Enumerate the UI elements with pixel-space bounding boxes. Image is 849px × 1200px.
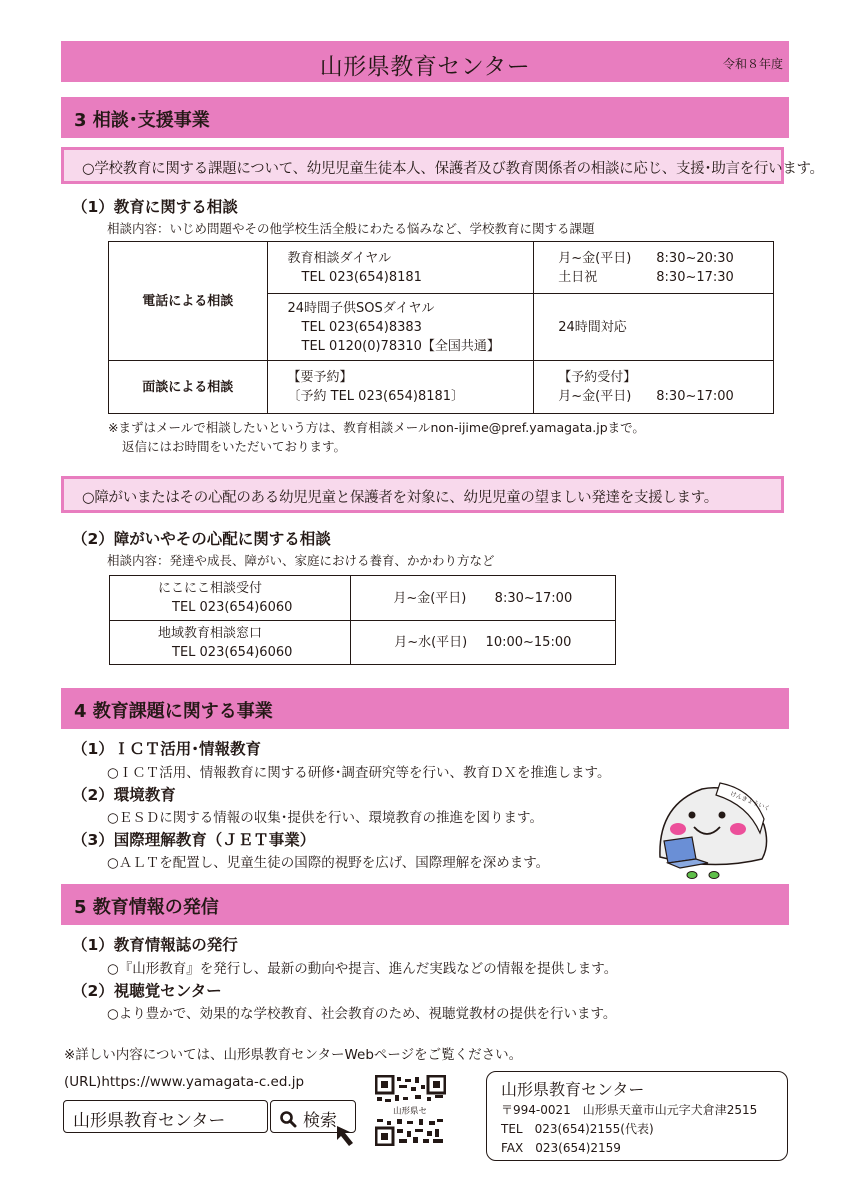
page-title: 山形県教育センター	[319, 54, 531, 80]
mascot-icon	[652, 775, 772, 883]
mascot-illustration	[652, 775, 772, 883]
svg-text:けんきょういく: けんきょういく	[729, 790, 771, 813]
section-4-title: 4 教育課題に関する事業	[74, 701, 273, 722]
search-input[interactable]: 山形県教育センター	[63, 1100, 268, 1133]
office-tel: TEL 023(654)6060	[172, 600, 293, 615]
office-name: にこにこ相談受付	[158, 581, 263, 596]
hours-time: 8:30~20:30	[656, 250, 734, 266]
subsection-heading: （2）視聴覚センター	[72, 982, 222, 1000]
table-row	[110, 621, 616, 665]
qr-code[interactable]	[375, 1075, 446, 1146]
reservation-title: 【予約受付】	[558, 370, 637, 385]
dial-name: 教育相談ダイヤル	[287, 250, 392, 266]
sos-dial-tel: TEL 023(654)8383	[301, 319, 422, 335]
contact-org: 山形県教育センター	[501, 1080, 645, 1099]
niconico-cell	[110, 576, 351, 621]
sos-dial-cell	[267, 294, 534, 361]
reservation-required: 【要予約】	[287, 370, 353, 385]
callout-text: ○学校教育に関する課題について、幼児児童生徒本人、保護者及び教育関係者の相談に応じ、支援･助言を行います。	[82, 161, 824, 177]
subsection-heading: （1）ＩＣＴ活用･情報教育	[72, 740, 262, 758]
subsection-text: ○より豊かで、効果的な学校教育、社会教育のため、視聴覚教材の提供を行います。	[107, 1006, 617, 1022]
email-note: ※まずはメールで相談したいという方は、教育相談メールnon-ijime@pref.yamagata.jpまで。	[108, 420, 645, 435]
dial-hours	[534, 242, 774, 294]
subsection-heading: （2）環境教育	[72, 786, 176, 804]
website-url[interactable]: (URL)https://www.yamagata-c.ed.jp	[64, 1074, 305, 1090]
dial-cell	[267, 242, 534, 294]
sos-dial-tel-national: TEL 0120(0)78310【全国共通】	[301, 338, 500, 354]
contact-fax: FAX 023(654)2159	[501, 1141, 621, 1155]
subsection-text: ○ＥＳＤに関する情報の収集･提供を行い、環境教育の推進を図ります。	[107, 810, 543, 826]
callout-text: ○障がいまたはその心配のある幼児児童と保護者を対象に、幼児児童の望ましい発達を支援します。	[82, 490, 718, 506]
hours-day: 月~金(平日)	[558, 389, 632, 404]
hours-day: 月~水(平日)	[394, 635, 468, 650]
education-consultation-table	[108, 241, 774, 414]
section-5-title: 5 教育情報の発信	[74, 897, 219, 918]
dial-tel: TEL 023(654)8181	[301, 269, 422, 285]
subsection-heading: （2）障がいやその心配に関する相談	[72, 530, 331, 548]
hours-time: 10:00~15:00	[485, 635, 572, 650]
hours-time: 8:30~17:00	[656, 389, 734, 404]
regional-office-hours	[350, 621, 615, 665]
section-3-title: 3 相談･支援事業	[74, 110, 210, 131]
fiscal-year: 令和８年度	[722, 57, 783, 71]
qr-label: 山形県セ	[392, 1106, 428, 1117]
sos-hours: 24時間対応	[534, 294, 774, 361]
interview-hours	[534, 361, 774, 414]
disability-consultation-table	[109, 575, 616, 665]
interview-cell	[267, 361, 534, 414]
subsection-text: ○ＩＣＴ活用、情報教育に関する研修･調査研究等を行い、教育ＤＸを推進します。	[107, 765, 611, 781]
contact-card	[486, 1071, 788, 1161]
hours-time: 8:30~17:00	[494, 590, 573, 606]
cursor-arrow-icon	[335, 1124, 359, 1150]
interview-consultation-label: 面談による相談	[109, 361, 268, 414]
search-icon	[279, 1110, 297, 1128]
table-row	[109, 242, 774, 294]
subsection-heading: （3）国際理解教育（ＪＥＴ事業）	[72, 831, 316, 849]
office-name: 地域教育相談窓口	[158, 625, 263, 641]
hours-day: 土日祝	[558, 269, 598, 285]
table-row	[110, 576, 616, 621]
hours-day: 月~金(平日)	[393, 590, 467, 606]
contact-tel: TEL 023(654)2155(代表)	[501, 1122, 654, 1136]
hours-time: 8:30~17:30	[656, 269, 734, 285]
contact-address: 〒994-0021 山形県天童市山元字犬倉津2515	[501, 1103, 758, 1117]
regional-office-cell	[110, 621, 351, 665]
section-3-header	[61, 97, 789, 138]
qr-code-icon	[375, 1075, 446, 1146]
reservation-tel: 〔予約 TEL 023(654)8181〕	[287, 389, 465, 404]
details-note: ※詳しい内容については、山形県教育センターWebページをご覧ください。	[64, 1047, 523, 1063]
callout-developmental-support	[61, 476, 784, 513]
subsection-text: ○『山形教育』を発行し、最新の動向や提言、進んだ実践などの情報を提供します。	[107, 961, 618, 977]
table-row	[109, 361, 774, 414]
hours-day: 月~金(平日)	[558, 250, 632, 266]
consultation-content: 相談内容：発達や成長、障がい、家庭における養育、かかわり方など	[107, 553, 495, 568]
search-button-label: 検索	[303, 1111, 337, 1131]
niconico-hours	[350, 576, 615, 621]
office-tel: TEL 023(654)6060	[172, 644, 293, 660]
subsection-heading: （1）教育情報誌の発行	[72, 936, 238, 954]
callout-school-consultation	[61, 147, 824, 184]
consultation-content: 相談内容：いじめ問題やその他学校生活全般にわたる悩みなど、学校教育に関する課題	[107, 221, 595, 236]
email-note-reply: 返信にはお時間をいただいております。	[122, 439, 347, 454]
sos-dial-name: 24時間子供SOSダイヤル	[287, 300, 435, 316]
section-4-header	[61, 688, 789, 729]
phone-consultation-label: 電話による相談	[109, 242, 268, 361]
section-5-header	[61, 884, 789, 925]
subsection-text: ○ＡＬＴを配置し、児童生徒の国際的視野を広げ、国際理解を深めます。	[107, 855, 550, 871]
subsection-heading: （1）教育に関する相談	[72, 198, 238, 216]
page-header	[61, 41, 789, 82]
